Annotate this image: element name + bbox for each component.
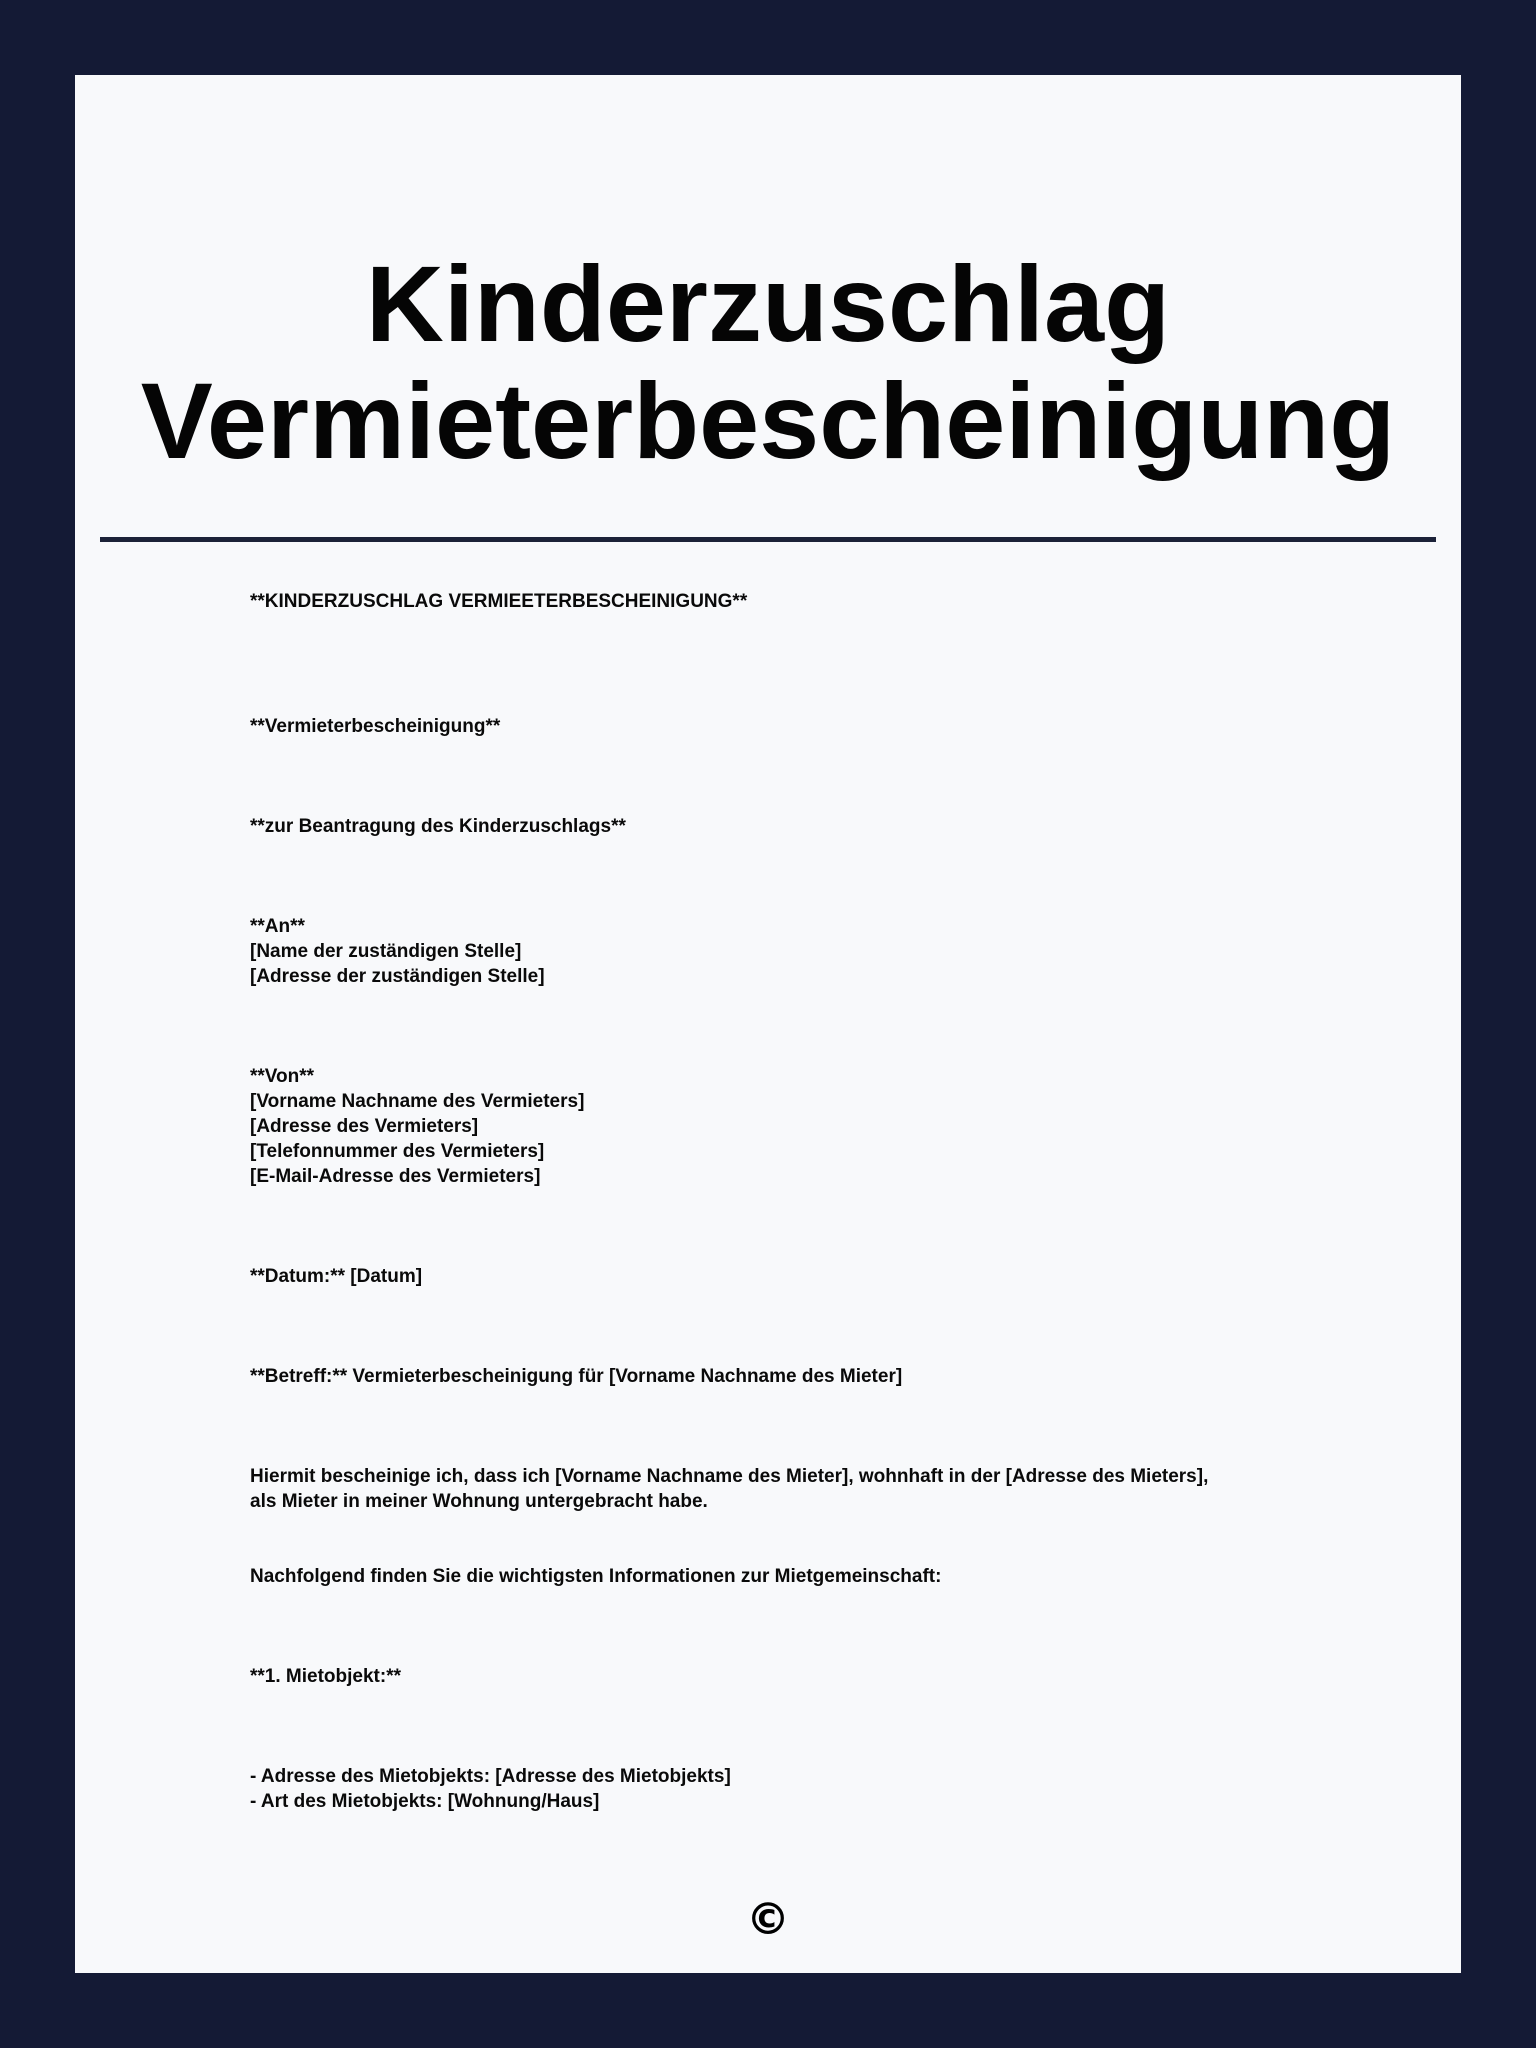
recipient-name: [Name der zuständigen Stelle] bbox=[250, 941, 522, 962]
subject-line: **Betreff:** Vermieterbescheinigung für [Vorname Nachname des Mieter] bbox=[250, 1366, 903, 1387]
statement-line-1: Hiermit bescheinige ich, dass ich [Vorname Nachname des Mieter], wohnhaft in der [Adresse des Mieters], bbox=[250, 1466, 1209, 1487]
document-page bbox=[75, 75, 1461, 1973]
info-intro: Nachfolgend finden Sie die wichtigsten Informationen zur Mietgemeinschaft: bbox=[250, 1566, 942, 1587]
document-subheading: **Vermieterbescheinigung** bbox=[250, 716, 501, 737]
recipient-address: [Adresse der zuständigen Stelle] bbox=[250, 966, 545, 987]
recipient-block bbox=[250, 914, 1350, 989]
sender-phone: [Telefonnummer des Vermieters] bbox=[250, 1141, 545, 1162]
title-line-2: Vermieterbescheinigung bbox=[140, 360, 1396, 481]
section-1-heading: **1. Mietobjekt:** bbox=[250, 1666, 401, 1687]
copyright-icon: © bbox=[746, 1894, 790, 1945]
document-heading: **KINDERZUSCHLAG VERMIEETERBESCHEINIGUNG** bbox=[250, 591, 748, 612]
sender-address: [Adresse des Vermieters] bbox=[250, 1116, 479, 1137]
document-purpose: **zur Beantragung des Kinderzuschlags** bbox=[250, 816, 626, 837]
list-item: - Adresse des Mietobjekts: [Adresse des Mietobjekts] bbox=[250, 1766, 731, 1787]
list-item: - Art des Mietobjekts: [Wohnung/Haus] bbox=[250, 1791, 600, 1812]
recipient-label: **An** bbox=[250, 916, 305, 937]
sender-label: **Von** bbox=[250, 1066, 315, 1087]
sender-email: [E-Mail-Adresse des Vermieters] bbox=[250, 1166, 541, 1187]
sender-name: [Vorname Nachname des Vermieters] bbox=[250, 1091, 585, 1112]
section-1-list bbox=[250, 1764, 1350, 1814]
statement-line-2: als Mieter in meiner Wohnung untergebracht habe. bbox=[250, 1491, 708, 1512]
statement-paragraph bbox=[250, 1464, 1350, 1514]
document-title bbox=[75, 245, 1461, 479]
title-divider bbox=[100, 537, 1436, 542]
date-line: **Datum:** [Datum] bbox=[250, 1266, 423, 1287]
sender-block bbox=[250, 1064, 1350, 1189]
title-line-1: Kinderzuschlag bbox=[365, 243, 1171, 364]
